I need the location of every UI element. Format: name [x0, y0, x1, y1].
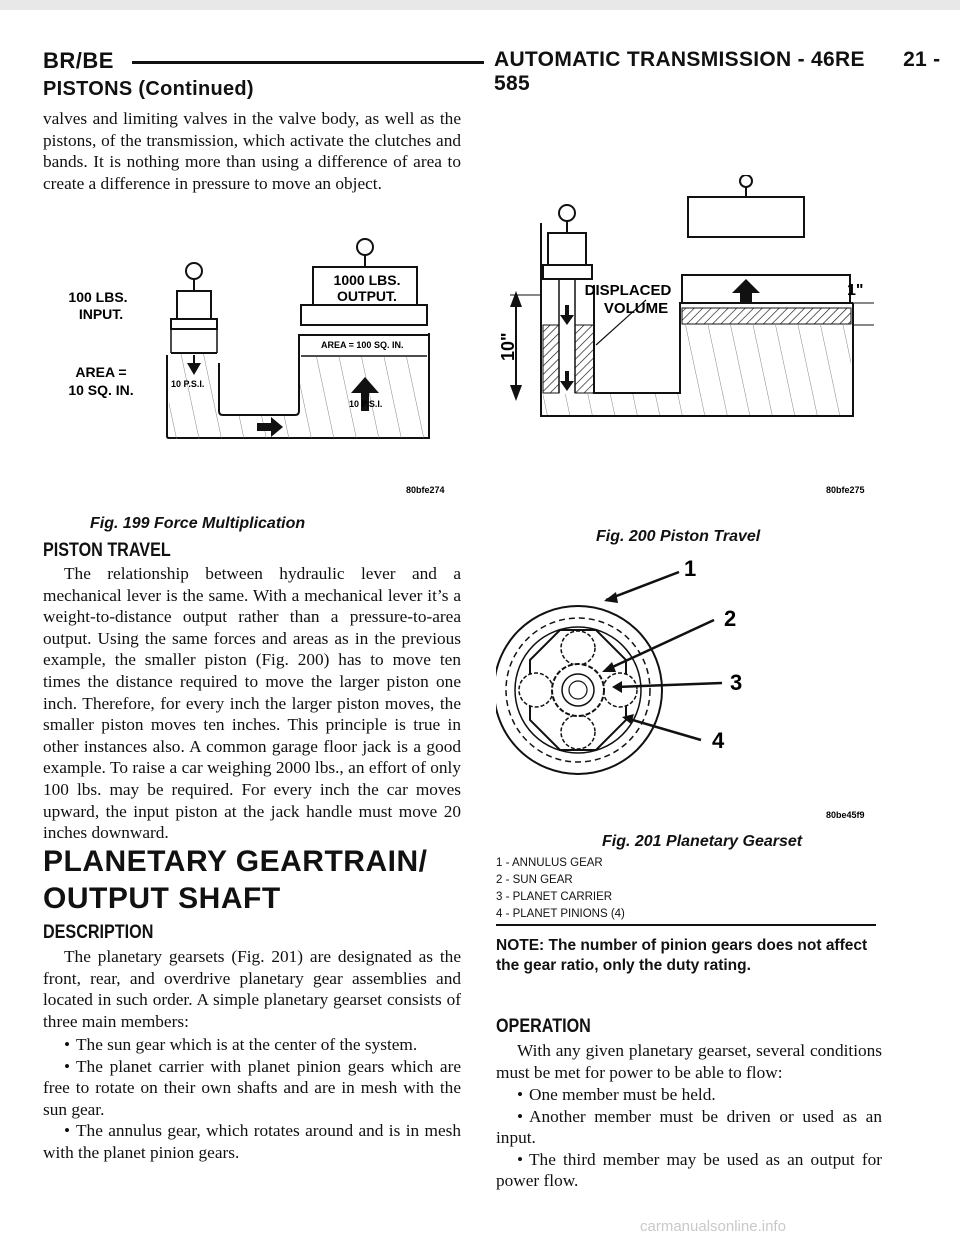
piston-travel-body: The relationship between hydraulic lever and a mechanical lever is the same. With a mechanical lever it’s a weight-to-distance output rather than a pressure-to-area output. Using the same forces and areas as in the previous example, the smaller piston (Fig. 200) has to move ten times the distance required to move the larger piston one inch. Therefore, for every inch the larger piston moves, the smaller piston moves ten inches. This principle is true in other instances also. A common garage floor jack is a good example. To raise a car weighing 2000 lbs., an effort of only 100 lbs. may be required. For every inch the car moves upward, the input piston at the jack handle must move 20 inches downward. [43, 564, 461, 843]
intro-paragraph: valves and limiting valves in the valve body, as well as the pistons, of the transmission, which activate the clutches and bands. It is nothing more than using a difference of area to create a difference in pressure to move an object. [43, 109, 461, 193]
member-item: • The planet carrier with planet pinion gears which are free to rotate on their own shafts and are in mesh with the sun gear. [43, 1056, 461, 1121]
area-label-2: 10 SQ. IN. [68, 382, 134, 398]
description-heading: DESCRIPTION [43, 922, 154, 943]
legend-item: 3 - PLANET CARRIER [496, 891, 613, 903]
fig-200-code: 80bfe275 [826, 485, 865, 495]
fig-199-code: 80bfe274 [406, 485, 445, 495]
psi-left-label: 10 P.S.I. [171, 379, 205, 389]
psi-right-label: 10 P.S.I. [349, 399, 383, 409]
fig-201-legend [496, 855, 625, 923]
legend-item: 4 - PLANET PINIONS (4) [496, 908, 625, 920]
fig-199-force-multiplication-diagram [43, 235, 468, 535]
legend-item: 1 - ANNULUS GEAR [496, 857, 603, 869]
callout-4: 4 [712, 728, 725, 753]
area-label-1: AREA = [75, 364, 127, 380]
watermark: carmanualsonline.info [640, 1218, 786, 1235]
header-section-title [494, 48, 960, 96]
member-item: • The annulus gear, which rotates around and is in mesh with the planet pinion gears. [43, 1120, 461, 1163]
fig-201-code: 80be45f9 [826, 810, 865, 820]
callout-3: 3 [730, 670, 743, 695]
displaced-label-1: DISPLACED [584, 282, 672, 299]
header-section-name: AUTOMATIC TRANSMISSION - 46RE [494, 48, 865, 71]
input-label-1: 100 LBS. [68, 289, 128, 305]
header-rule [132, 61, 484, 64]
operation-heading: OPERATION [496, 1016, 591, 1037]
header-model: BR/BE [43, 48, 114, 73]
fig-200-caption: Fig. 200 Piston Travel [596, 528, 761, 545]
callout-1: 1 [684, 556, 697, 581]
output-label-1: 1000 LBS. [333, 272, 401, 288]
planetary-members-list [43, 1034, 461, 1164]
condition-item: • One member must be held. [496, 1084, 882, 1106]
ten-inch-label: 10" [498, 332, 518, 361]
fig-199-caption: Fig. 199 Force Multiplication [90, 515, 306, 532]
pinion-gears-note: NOTE: The number of pinion gears does not affect the gear ratio, only the duty rating. [496, 937, 868, 974]
displaced-label-2: VOLUME [603, 300, 669, 317]
description-body: The planetary gearsets (Fig. 201) are designated as the front, rear, and overdrive planetary gear assemblies and located in such order. A simple planetary gearset consists of three main members: [43, 947, 461, 1031]
area-big-label: AREA = 100 SQ. IN. [321, 340, 404, 350]
top-band [0, 0, 960, 10]
legend-item: 2 - SUN GEAR [496, 874, 573, 886]
callout-2: 2 [724, 606, 737, 631]
operation-conditions-list [496, 1084, 882, 1192]
member-item: • The sun gear which is at the center of the system. [43, 1034, 461, 1056]
input-label-2: INPUT. [78, 306, 124, 322]
fig-200-piston-travel-diagram [496, 175, 891, 515]
planetary-geartrain-heading: PLANETARY GEARTRAIN/ OUTPUT SHAFT [43, 845, 428, 915]
condition-item: • The third member may be used as an output for power flow. [496, 1149, 882, 1192]
piston-travel-heading: PISTON TRAVEL [43, 540, 171, 561]
fig-201-planetary-gearset-diagram [496, 550, 886, 825]
fig-201-caption: Fig. 201 Planetary Gearset [602, 833, 803, 850]
condition-item: • Another member must be driven or used as an input. [496, 1106, 882, 1149]
legend-rule [496, 924, 876, 926]
header-page-number: 21 - 585 [494, 48, 941, 95]
continued-title: PISTONS (Continued) [43, 78, 254, 100]
output-label-2: OUTPUT. [337, 288, 397, 304]
operation-body: With any given planetary gearset, several conditions must be met for power to be able to flow: [496, 1041, 882, 1082]
one-inch-label: 1" [847, 282, 864, 299]
